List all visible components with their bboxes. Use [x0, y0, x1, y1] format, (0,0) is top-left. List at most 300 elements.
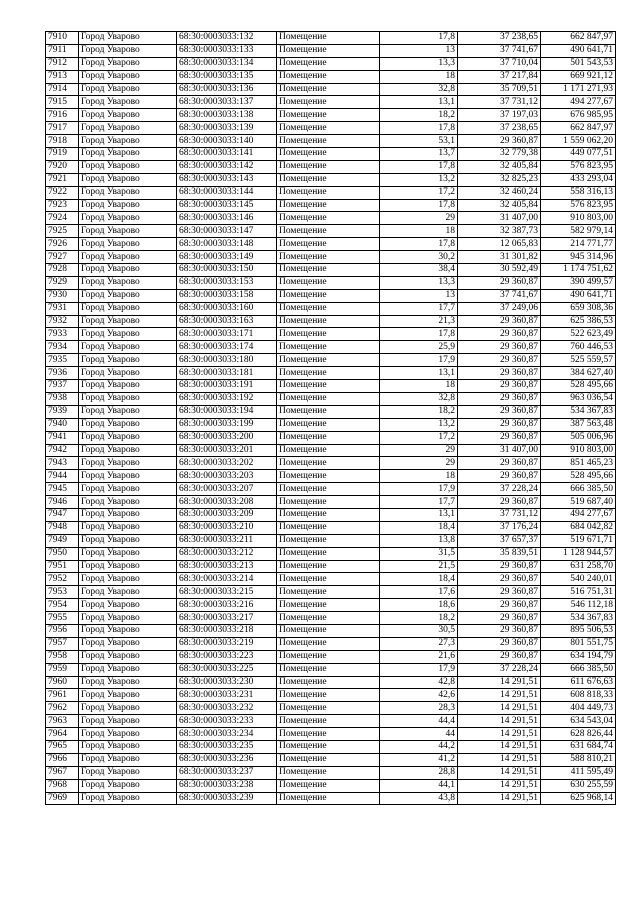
specific-value-cell: 30 592,49: [458, 264, 541, 277]
area-cell: 17,8: [380, 238, 458, 251]
object-type-cell: Помещение: [277, 676, 380, 689]
table-row: [46, 405, 616, 418]
row-number-cell: 7965: [46, 740, 79, 753]
object-type-cell: Помещение: [277, 354, 380, 367]
specific-value-cell: 29 360,87: [458, 650, 541, 663]
municipality-cell: Город Уварово: [79, 173, 177, 186]
row-number-cell: 7959: [46, 663, 79, 676]
row-number-cell: 7957: [46, 637, 79, 650]
municipality-cell: Город Уварово: [79, 586, 177, 599]
table-row: [46, 122, 616, 135]
area-cell: 13,2: [380, 173, 458, 186]
cadastral-number-cell: 68:30:0003033:194: [177, 405, 277, 418]
row-number-cell: 7930: [46, 289, 79, 302]
row-number-cell: 7958: [46, 650, 79, 663]
object-type-cell: Помещение: [277, 740, 380, 753]
object-type-cell: Помещение: [277, 766, 380, 779]
row-number-cell: 7969: [46, 792, 79, 805]
area-cell: 13: [380, 289, 458, 302]
object-type-cell: Помещение: [277, 521, 380, 534]
cadastral-value-cell: 519 671,71: [541, 534, 616, 547]
area-cell: 13,7: [380, 148, 458, 161]
municipality-cell: Город Уварово: [79, 637, 177, 650]
specific-value-cell: 32 460,24: [458, 186, 541, 199]
row-number-cell: 7946: [46, 496, 79, 509]
object-type-cell: Помещение: [277, 715, 380, 728]
row-number-cell: 7942: [46, 444, 79, 457]
area-cell: 53,1: [380, 135, 458, 148]
cadastral-value-cell: 659 308,36: [541, 302, 616, 315]
table-row: [46, 457, 616, 470]
cadastral-number-cell: 68:30:0003033:174: [177, 341, 277, 354]
table-row: [46, 212, 616, 225]
row-number-cell: 7951: [46, 560, 79, 573]
cadastral-value-cell: 528 495,66: [541, 380, 616, 393]
cadastral-number-cell: 68:30:0003033:230: [177, 676, 277, 689]
municipality-cell: Город Уварово: [79, 483, 177, 496]
table-row: [46, 186, 616, 199]
area-cell: 18,6: [380, 599, 458, 612]
specific-value-cell: 14 291,51: [458, 702, 541, 715]
object-type-cell: Помещение: [277, 470, 380, 483]
table-row: [46, 483, 616, 496]
area-cell: 13,1: [380, 367, 458, 380]
object-type-cell: Помещение: [277, 405, 380, 418]
specific-value-cell: 29 360,87: [458, 418, 541, 431]
municipality-cell: Город Уварово: [79, 792, 177, 805]
cadastral-value-cell: 895 506,53: [541, 624, 616, 637]
object-type-cell: Помещение: [277, 728, 380, 741]
specific-value-cell: 29 360,87: [458, 586, 541, 599]
municipality-cell: Город Уварово: [79, 44, 177, 57]
area-cell: 44,1: [380, 779, 458, 792]
object-type-cell: Помещение: [277, 315, 380, 328]
cadastral-value-cell: 611 676,63: [541, 676, 616, 689]
area-cell: 17,8: [380, 122, 458, 135]
specific-value-cell: 37 657,37: [458, 534, 541, 547]
cadastral-number-cell: 68:30:0003033:215: [177, 586, 277, 599]
table-row: [46, 70, 616, 83]
cadastral-value-cell: 631 258,70: [541, 560, 616, 573]
table-row: [46, 289, 616, 302]
cadastral-number-cell: 68:30:0003033:171: [177, 328, 277, 341]
municipality-cell: Город Уварово: [79, 650, 177, 663]
cadastral-number-cell: 68:30:0003033:236: [177, 753, 277, 766]
cadastral-value-cell: 433 293,04: [541, 173, 616, 186]
table-row: [46, 251, 616, 264]
cadastral-value-cell: 534 367,83: [541, 405, 616, 418]
municipality-cell: Город Уварово: [79, 457, 177, 470]
specific-value-cell: 29 360,87: [458, 431, 541, 444]
table-row: [46, 508, 616, 521]
cadastral-value-cell: 630 255,59: [541, 779, 616, 792]
object-type-cell: Помещение: [277, 173, 380, 186]
row-number-cell: 7962: [46, 702, 79, 715]
object-type-cell: Помещение: [277, 57, 380, 70]
municipality-cell: Город Уварово: [79, 122, 177, 135]
cadastral-number-cell: 68:30:0003033:200: [177, 431, 277, 444]
specific-value-cell: 32 405,84: [458, 199, 541, 212]
cadastral-number-cell: 68:30:0003033:181: [177, 367, 277, 380]
municipality-cell: Город Уварово: [79, 315, 177, 328]
row-number-cell: 7927: [46, 251, 79, 264]
object-type-cell: Помещение: [277, 534, 380, 547]
row-number-cell: 7931: [46, 302, 79, 315]
municipality-cell: Город Уварово: [79, 663, 177, 676]
row-number-cell: 7939: [46, 405, 79, 418]
object-type-cell: Помещение: [277, 225, 380, 238]
object-type-cell: Помещение: [277, 573, 380, 586]
table-row: [46, 238, 616, 251]
object-type-cell: Помещение: [277, 637, 380, 650]
cadastral-number-cell: 68:30:0003033:136: [177, 83, 277, 96]
cadastral-value-cell: 494 277,67: [541, 96, 616, 109]
area-cell: 17,2: [380, 431, 458, 444]
area-cell: 18: [380, 380, 458, 393]
municipality-cell: Город Уварово: [79, 715, 177, 728]
area-cell: 18,4: [380, 573, 458, 586]
specific-value-cell: 29 360,87: [458, 135, 541, 148]
object-type-cell: Помещение: [277, 70, 380, 83]
specific-value-cell: 37 238,65: [458, 32, 541, 45]
municipality-cell: Город Уварово: [79, 135, 177, 148]
cadastral-number-cell: 68:30:0003033:180: [177, 354, 277, 367]
specific-value-cell: 14 291,51: [458, 728, 541, 741]
object-type-cell: Помещение: [277, 599, 380, 612]
cadastral-number-cell: 68:30:0003033:149: [177, 251, 277, 264]
row-number-cell: 7953: [46, 586, 79, 599]
table-row: [46, 792, 616, 805]
table-row: [46, 586, 616, 599]
cadastral-value-cell: 505 006,96: [541, 431, 616, 444]
area-cell: 18: [380, 470, 458, 483]
cadastral-value-cell: 576 823,95: [541, 199, 616, 212]
table-row: [46, 612, 616, 625]
area-cell: 18: [380, 225, 458, 238]
cadastral-number-cell: 68:30:0003033:207: [177, 483, 277, 496]
table-row: [46, 160, 616, 173]
table-row: [46, 560, 616, 573]
row-number-cell: 7926: [46, 238, 79, 251]
cadastral-value-cell: 801 551,75: [541, 637, 616, 650]
table-row: [46, 83, 616, 96]
cadastral-number-cell: 68:30:0003033:135: [177, 70, 277, 83]
specific-value-cell: 29 360,87: [458, 612, 541, 625]
specific-value-cell: 29 360,87: [458, 392, 541, 405]
area-cell: 29: [380, 457, 458, 470]
specific-value-cell: 37 176,24: [458, 521, 541, 534]
object-type-cell: Помещение: [277, 380, 380, 393]
cadastral-value-cell: 1 128 944,57: [541, 547, 616, 560]
area-cell: 44,2: [380, 740, 458, 753]
cadastral-value-cell: 684 042,82: [541, 521, 616, 534]
specific-value-cell: 35 709,51: [458, 83, 541, 96]
cadastral-number-cell: 68:30:0003033:137: [177, 96, 277, 109]
cadastral-number-cell: 68:30:0003033:146: [177, 212, 277, 225]
area-cell: 18,2: [380, 612, 458, 625]
row-number-cell: 7943: [46, 457, 79, 470]
area-cell: 30,2: [380, 251, 458, 264]
cadastral-number-cell: 68:30:0003033:203: [177, 470, 277, 483]
row-number-cell: 7961: [46, 689, 79, 702]
object-type-cell: Помещение: [277, 96, 380, 109]
table-row: [46, 766, 616, 779]
specific-value-cell: 29 360,87: [458, 573, 541, 586]
cadastral-number-cell: 68:30:0003033:145: [177, 199, 277, 212]
municipality-cell: Город Уварово: [79, 276, 177, 289]
municipality-cell: Город Уварово: [79, 599, 177, 612]
object-type-cell: Помещение: [277, 431, 380, 444]
table-row: [46, 418, 616, 431]
area-cell: 17,7: [380, 496, 458, 509]
object-type-cell: Помещение: [277, 753, 380, 766]
municipality-cell: Город Уварово: [79, 186, 177, 199]
row-number-cell: 7952: [46, 573, 79, 586]
municipality-cell: Город Уварово: [79, 418, 177, 431]
specific-value-cell: 29 360,87: [458, 560, 541, 573]
table-row: [46, 380, 616, 393]
municipality-cell: Город Уварово: [79, 431, 177, 444]
row-number-cell: 7947: [46, 508, 79, 521]
table-row: [46, 367, 616, 380]
table-row: [46, 199, 616, 212]
row-number-cell: 7950: [46, 547, 79, 560]
specific-value-cell: 14 291,51: [458, 676, 541, 689]
municipality-cell: Город Уварово: [79, 199, 177, 212]
specific-value-cell: 29 360,87: [458, 405, 541, 418]
row-number-cell: 7945: [46, 483, 79, 496]
area-cell: 17,8: [380, 199, 458, 212]
area-cell: 32,8: [380, 83, 458, 96]
specific-value-cell: 14 291,51: [458, 740, 541, 753]
object-type-cell: Помещение: [277, 199, 380, 212]
specific-value-cell: 37 710,04: [458, 57, 541, 70]
area-cell: 41,2: [380, 753, 458, 766]
row-number-cell: 7933: [46, 328, 79, 341]
municipality-cell: Город Уварово: [79, 496, 177, 509]
table-row: [46, 521, 616, 534]
object-type-cell: Помещение: [277, 251, 380, 264]
object-type-cell: Помещение: [277, 457, 380, 470]
object-type-cell: Помещение: [277, 160, 380, 173]
table-row: [46, 779, 616, 792]
municipality-cell: Город Уварово: [79, 753, 177, 766]
area-cell: 13,1: [380, 508, 458, 521]
table-row: [46, 728, 616, 741]
specific-value-cell: 29 360,87: [458, 637, 541, 650]
row-number-cell: 7916: [46, 109, 79, 122]
cadastral-value-cell: 676 985,95: [541, 109, 616, 122]
cadastral-number-cell: 68:30:0003033:153: [177, 276, 277, 289]
table-row: [46, 534, 616, 547]
municipality-cell: Город Уварово: [79, 212, 177, 225]
cadastral-value-cell: 760 446,53: [541, 341, 616, 354]
municipality-cell: Город Уварово: [79, 109, 177, 122]
cadastral-value-cell: 540 240,01: [541, 573, 616, 586]
specific-value-cell: 14 291,51: [458, 779, 541, 792]
cadastral-value-cell: 628 826,44: [541, 728, 616, 741]
area-cell: 38,4: [380, 264, 458, 277]
municipality-cell: Город Уварово: [79, 380, 177, 393]
table-row: [46, 702, 616, 715]
area-cell: 13,2: [380, 418, 458, 431]
specific-value-cell: 31 407,00: [458, 444, 541, 457]
object-type-cell: Помещение: [277, 367, 380, 380]
area-cell: 31,5: [380, 547, 458, 560]
cadastral-number-cell: 68:30:0003033:234: [177, 728, 277, 741]
cadastral-number-cell: 68:30:0003033:237: [177, 766, 277, 779]
cadastral-number-cell: 68:30:0003033:143: [177, 173, 277, 186]
document-page: [45, 31, 615, 805]
specific-value-cell: 32 405,84: [458, 160, 541, 173]
object-type-cell: Помещение: [277, 328, 380, 341]
table-row: [46, 663, 616, 676]
cadastral-number-cell: 68:30:0003033:216: [177, 599, 277, 612]
area-cell: 25,9: [380, 341, 458, 354]
specific-value-cell: 14 291,51: [458, 766, 541, 779]
specific-value-cell: 37 228,24: [458, 483, 541, 496]
municipality-cell: Город Уварово: [79, 740, 177, 753]
cadastral-value-cell: 558 316,13: [541, 186, 616, 199]
object-type-cell: Помещение: [277, 44, 380, 57]
municipality-cell: Город Уварово: [79, 238, 177, 251]
object-type-cell: Помещение: [277, 212, 380, 225]
area-cell: 17,9: [380, 663, 458, 676]
cadastral-number-cell: 68:30:0003033:140: [177, 135, 277, 148]
area-cell: 18,2: [380, 109, 458, 122]
table-row: [46, 715, 616, 728]
cadastral-number-cell: 68:30:0003033:217: [177, 612, 277, 625]
specific-value-cell: 37 197,03: [458, 109, 541, 122]
table-row: [46, 109, 616, 122]
cadastral-number-cell: 68:30:0003033:225: [177, 663, 277, 676]
cadastral-number-cell: 68:30:0003033:160: [177, 302, 277, 315]
municipality-cell: Город Уварово: [79, 328, 177, 341]
row-number-cell: 7922: [46, 186, 79, 199]
cadastral-number-cell: 68:30:0003033:201: [177, 444, 277, 457]
cadastral-number-cell: 68:30:0003033:158: [177, 289, 277, 302]
object-type-cell: Помещение: [277, 689, 380, 702]
area-cell: 18: [380, 70, 458, 83]
table-row: [46, 354, 616, 367]
area-cell: 13,1: [380, 96, 458, 109]
table-row: [46, 328, 616, 341]
row-number-cell: 7949: [46, 534, 79, 547]
cadastral-value-cell: 516 751,31: [541, 586, 616, 599]
specific-value-cell: 29 360,87: [458, 457, 541, 470]
table-row: [46, 315, 616, 328]
specific-value-cell: 35 839,51: [458, 547, 541, 560]
cadastral-number-cell: 68:30:0003033:150: [177, 264, 277, 277]
table-row: [46, 302, 616, 315]
row-number-cell: 7919: [46, 148, 79, 161]
cadastral-number-cell: 68:30:0003033:232: [177, 702, 277, 715]
specific-value-cell: 14 291,51: [458, 753, 541, 766]
municipality-cell: Город Уварово: [79, 70, 177, 83]
municipality-cell: Город Уварово: [79, 367, 177, 380]
cadastral-number-cell: 68:30:0003033:138: [177, 109, 277, 122]
object-type-cell: Помещение: [277, 276, 380, 289]
municipality-cell: Город Уварово: [79, 728, 177, 741]
area-cell: 13: [380, 44, 458, 57]
municipality-cell: Город Уварово: [79, 289, 177, 302]
row-number-cell: 7940: [46, 418, 79, 431]
municipality-cell: Город Уварово: [79, 779, 177, 792]
municipality-cell: Город Уварово: [79, 96, 177, 109]
area-cell: 42,6: [380, 689, 458, 702]
object-type-cell: Помещение: [277, 109, 380, 122]
object-type-cell: Помещение: [277, 560, 380, 573]
row-number-cell: 7921: [46, 173, 79, 186]
cadastral-value-cell: 1 174 751,62: [541, 264, 616, 277]
row-number-cell: 7934: [46, 341, 79, 354]
cadastral-number-cell: 68:30:0003033:213: [177, 560, 277, 573]
table-row: [46, 392, 616, 405]
area-cell: 13,3: [380, 57, 458, 70]
cadastral-value-cell: 634 194,79: [541, 650, 616, 663]
cadastral-value-cell: 404 449,73: [541, 702, 616, 715]
row-number-cell: 7955: [46, 612, 79, 625]
row-number-cell: 7936: [46, 367, 79, 380]
object-type-cell: Помещение: [277, 483, 380, 496]
cadastral-value-cell: 634 543,04: [541, 715, 616, 728]
area-cell: 27,3: [380, 637, 458, 650]
municipality-cell: Город Уварово: [79, 560, 177, 573]
specific-value-cell: 29 360,87: [458, 354, 541, 367]
specific-value-cell: 29 360,87: [458, 380, 541, 393]
object-type-cell: Помещение: [277, 663, 380, 676]
cadastral-number-cell: 68:30:0003033:235: [177, 740, 277, 753]
table-row: [46, 547, 616, 560]
specific-value-cell: 37 741,67: [458, 44, 541, 57]
object-type-cell: Помещение: [277, 302, 380, 315]
row-number-cell: 7932: [46, 315, 79, 328]
specific-value-cell: 29 360,87: [458, 276, 541, 289]
cadastral-value-cell: 582 979,14: [541, 225, 616, 238]
object-type-cell: Помещение: [277, 612, 380, 625]
municipality-cell: Город Уварово: [79, 225, 177, 238]
municipality-cell: Город Уварово: [79, 573, 177, 586]
object-type-cell: Помещение: [277, 496, 380, 509]
object-type-cell: Помещение: [277, 444, 380, 457]
object-type-cell: Помещение: [277, 186, 380, 199]
cadastral-value-cell: 449 077,51: [541, 148, 616, 161]
cadastral-value-cell: 490 641,71: [541, 289, 616, 302]
municipality-cell: Город Уварово: [79, 83, 177, 96]
area-cell: 29: [380, 444, 458, 457]
cadastral-number-cell: 68:30:0003033:148: [177, 238, 277, 251]
object-type-cell: Помещение: [277, 148, 380, 161]
row-number-cell: 7948: [46, 521, 79, 534]
row-number-cell: 7968: [46, 779, 79, 792]
municipality-cell: Город Уварово: [79, 444, 177, 457]
row-number-cell: 7918: [46, 135, 79, 148]
specific-value-cell: 14 291,51: [458, 715, 541, 728]
cadastral-value-cell: 625 968,14: [541, 792, 616, 805]
cadastral-value-cell: 522 623,49: [541, 328, 616, 341]
cadastral-number-cell: 68:30:0003033:218: [177, 624, 277, 637]
table-body: [46, 32, 616, 805]
object-type-cell: Помещение: [277, 32, 380, 45]
cadastral-number-cell: 68:30:0003033:134: [177, 57, 277, 70]
municipality-cell: Город Уварово: [79, 624, 177, 637]
row-number-cell: 7935: [46, 354, 79, 367]
cadastral-value-cell: 1 171 271,93: [541, 83, 616, 96]
row-number-cell: 7941: [46, 431, 79, 444]
specific-value-cell: 37 741,67: [458, 289, 541, 302]
cadastral-number-cell: 68:30:0003033:210: [177, 521, 277, 534]
cadastral-number-cell: 68:30:0003033:139: [177, 122, 277, 135]
